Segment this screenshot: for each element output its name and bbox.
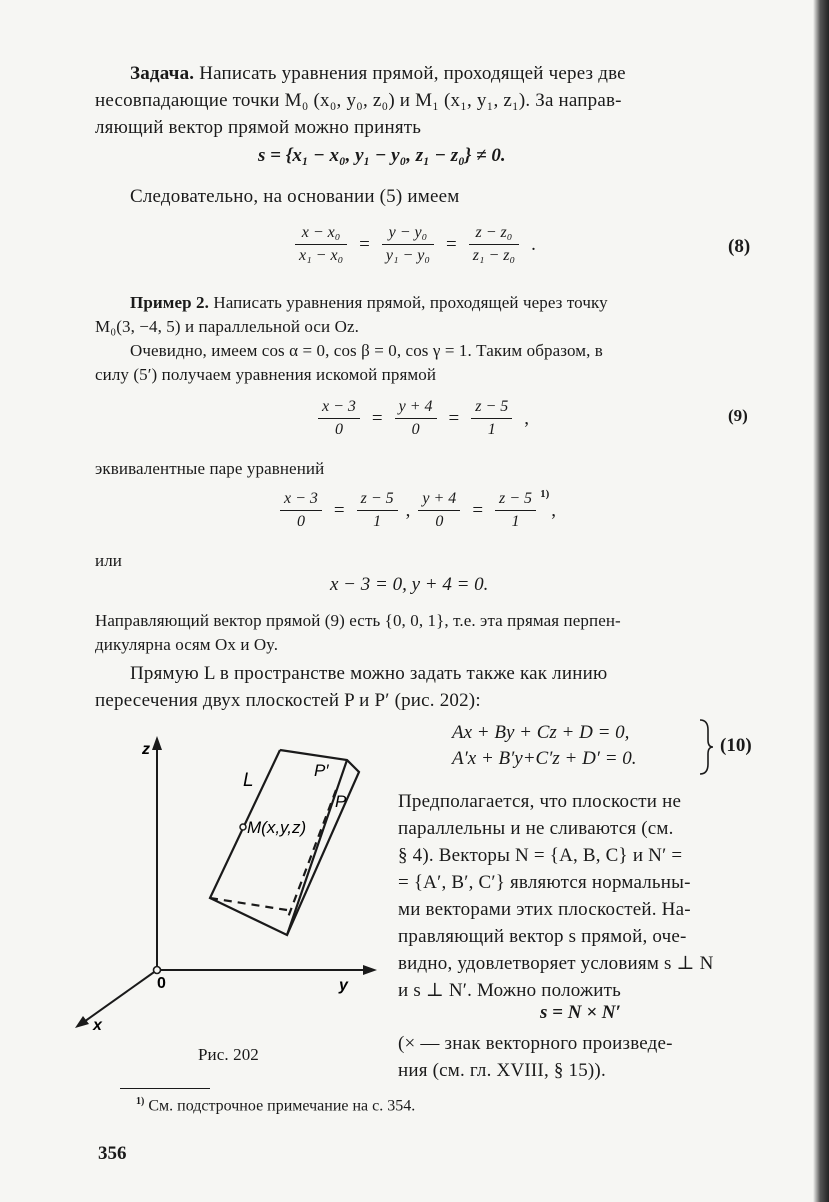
equation-9-number: (9) <box>728 406 748 425</box>
pair-den-d: 1 <box>511 513 520 530</box>
eq9-comma: , <box>524 407 530 429</box>
eq9-num-z: z − 5 <box>471 396 512 419</box>
z-axis-label: z <box>142 741 150 758</box>
plane-p-prime-label: P′ <box>314 761 329 780</box>
eq8-fraction-x <box>295 222 347 267</box>
eq8-den-z: z₁ − z₀ <box>472 247 516 264</box>
eq9-equals-2: = <box>448 407 460 429</box>
example-2-line-4: силу (5′) получаем уравнения искомой прямой <box>95 365 437 384</box>
pair-num-b: z − 5 <box>357 488 398 511</box>
point-m-label: M(x,y,z) <box>247 818 307 837</box>
example-2-line-1 <box>130 290 770 315</box>
eq9-den-x: 0 <box>334 421 343 438</box>
eq8-num-x: x − x₀ <box>295 222 347 245</box>
page-edge-shadow <box>813 0 829 1202</box>
right-line-3: § 4). Векторы N = {A, B, C} и N′ = <box>398 845 683 866</box>
eq9-equals-1: = <box>371 407 383 429</box>
footnote-rule <box>120 1088 210 1089</box>
right-line-1: Предполагается, что плоскости не <box>398 791 682 812</box>
origin-label: 0 <box>157 975 166 992</box>
origin-point <box>154 967 161 974</box>
example-2-text-1: Написать уравнения прямой, проходящей через точку <box>213 293 608 312</box>
eq8-den-y: y₁ − y₀ <box>385 247 430 264</box>
eq9-fraction-x <box>318 396 360 441</box>
simple-equations: x − 3 = 0, y + 4 = 0. <box>330 574 489 595</box>
plane-hidden-edge <box>287 790 336 920</box>
eq8-period: . <box>531 233 536 255</box>
right-line-7: видно, удовлетворяет условиям s ⊥ N <box>398 953 714 974</box>
pair-den-a: 0 <box>296 513 305 530</box>
pair-footnote-mark: 1) <box>540 488 550 500</box>
eq9-num-x: x − 3 <box>318 396 360 419</box>
right-line-5: ми векторами этих плоскостей. На- <box>398 899 691 920</box>
eq8-fraction-y <box>382 222 434 267</box>
eq9-den-y: 0 <box>411 421 420 438</box>
plane-p-label: P <box>335 792 347 811</box>
eq10-row-1: Ax + By + Cz + D = 0, <box>452 722 630 743</box>
right-line-6: правляющий вектор s прямой, оче- <box>398 926 687 947</box>
footnote-mark: 1) <box>136 1096 145 1107</box>
pair-num-d: z − 5 <box>495 488 536 511</box>
problem-label: Задача. <box>130 63 195 84</box>
pair-num-c: y + 4 <box>418 488 460 511</box>
line-intro-1: Прямую L в пространстве можно задать также как линию <box>130 663 608 684</box>
problem-line-3: ляющий вектор прямой можно принять <box>95 117 422 138</box>
equation-pair <box>280 488 558 533</box>
right-line-2: параллельны и не сливаются (см. <box>398 818 674 839</box>
eq8-equals-1: = <box>359 233 370 255</box>
y-axis-label: y <box>339 977 348 994</box>
direction-line-1: Направляющий вектор прямой (9) есть {0, 0, 1}, т.е. эта прямая перпен- <box>95 611 621 630</box>
figure-202-diagram <box>65 730 395 1040</box>
eq8-equals-2: = <box>445 233 457 255</box>
eq9-den-z: 1 <box>487 421 496 438</box>
pair-fraction-a <box>280 488 322 533</box>
footnote <box>136 1096 415 1115</box>
pair-comma: , <box>551 499 556 521</box>
eq9-fraction-y <box>395 396 437 441</box>
pair-fraction-d <box>495 488 536 533</box>
eq8-num-z: z − z₀ <box>469 222 519 245</box>
eq9-fraction-z <box>471 396 512 441</box>
equation-10-system <box>452 720 637 772</box>
x-axis <box>81 970 157 1024</box>
problem-line-2: несовпадающие точки M₀ (x₀, y₀, z₀) и M₁ (x₁, y₁, z₁). За направ- <box>95 90 622 111</box>
direction-line-2: дикулярна осям Ox и Oy. <box>95 635 279 654</box>
y-axis-arrow <box>363 965 377 975</box>
pair-fraction-c <box>418 488 460 533</box>
footnote-text: См. подстрочное примечание на с. 354. <box>148 1097 416 1115</box>
point-m <box>240 824 246 830</box>
right-line-8: и s ⊥ N′. Можно положить <box>398 980 622 1001</box>
pair-fraction-b <box>357 488 398 533</box>
eq9-num-y: y + 4 <box>395 396 437 419</box>
example-2-line-2: M₀(3, −4, 5) и параллельной оси Oz. <box>95 317 359 336</box>
eq8-num-y: y − y₀ <box>382 222 434 245</box>
pair-equals-2: = <box>472 499 484 521</box>
equation-9 <box>318 396 537 441</box>
example-2-line-3: Очевидно, имеем cos α = 0, cos β = 0, cos γ = 1. Таким образом, в <box>130 341 603 360</box>
line-intro-2: пересечения двух плоскостей P и P′ (рис. 202): <box>95 690 481 711</box>
consequently-text: Следовательно, на основании (5) имеем <box>130 186 460 207</box>
or-text: или <box>95 551 122 570</box>
page-number: 356 <box>98 1143 127 1164</box>
z-axis-arrow <box>152 736 162 750</box>
eq8-fraction-z <box>469 222 519 267</box>
example-2-label: Пример 2. <box>130 293 209 312</box>
problem-text-1: Написать уравнения прямой, проходящей через две <box>199 63 626 84</box>
pair-den-c: 0 <box>435 513 444 530</box>
eq10-row-2: A′x + B′y+C′z + D′ = 0. <box>452 748 637 769</box>
figure-202 <box>65 730 395 1045</box>
equation-8 <box>295 222 544 267</box>
cross-product-formula: s = N × N′ <box>540 1002 621 1023</box>
pair-equals-1: = <box>333 499 345 521</box>
equation-10-number: (10) <box>720 735 752 756</box>
right-line-9: (× — знак векторного произведе- <box>398 1033 673 1054</box>
equivalent-text: эквивалентные паре уравнений <box>95 459 325 478</box>
equation-8-number: (8) <box>728 236 751 257</box>
pair-num-a: x − 3 <box>280 488 322 511</box>
pair-separator: , <box>405 499 411 521</box>
eq8-den-x: x₁ − x₀ <box>299 247 344 264</box>
x-axis-label: x <box>93 1017 102 1034</box>
problem-line-1 <box>130 60 770 87</box>
figure-caption: Рис. 202 <box>198 1045 259 1064</box>
right-line-10: ния (см. гл. XVIII, § 15)). <box>398 1060 606 1081</box>
pair-den-b: 1 <box>373 513 382 530</box>
right-line-4: = {A′, B′, C′} являются нормальны- <box>398 872 691 893</box>
x-axis-arrow <box>75 1016 89 1028</box>
line-l-label: L <box>243 770 254 791</box>
direction-vector-equation: s = {x₁ − x₀, y₁ − y₀, z₁ − z₀} ≠ 0. <box>258 145 506 166</box>
eq10-right-brace <box>698 718 714 776</box>
